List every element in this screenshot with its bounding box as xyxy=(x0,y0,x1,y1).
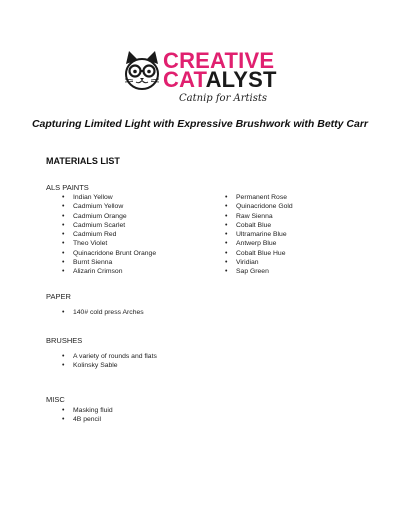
section-heading-paper: PAPER xyxy=(46,292,71,301)
list-item: • Alizarin Crimson xyxy=(62,267,156,276)
list-item: • 4B pencil xyxy=(62,415,113,424)
list-item: • Sap Green xyxy=(225,267,293,276)
list-item: • Masking fluid xyxy=(62,406,113,415)
list-item: • Viridian xyxy=(225,258,293,267)
list-item: • Kolinsky Sable xyxy=(62,361,157,370)
list-item: • Burnt Sienna xyxy=(62,258,156,267)
list-item: • Quinacridone Brunt Orange xyxy=(62,249,156,258)
paints-list-right xyxy=(225,193,293,276)
creative-catalyst-logo xyxy=(123,50,283,108)
logo-word-alyst: ALYST xyxy=(205,67,277,92)
brushes-list xyxy=(62,352,157,371)
paper-list xyxy=(62,308,144,317)
list-item: • Cobalt Blue xyxy=(225,221,293,230)
materials-list-heading: MATERIALS LIST xyxy=(46,156,120,166)
list-item: • 140# cold press Arches xyxy=(62,308,144,317)
section-heading-misc: MISC xyxy=(46,395,65,404)
list-item: • Antwerp Blue xyxy=(225,239,293,248)
cat-face-glasses-icon xyxy=(123,50,161,94)
list-item: • Indian Yellow xyxy=(62,193,156,202)
list-item: • Cadmium Yellow xyxy=(62,202,156,211)
logo-tagline: Catnip for Artists xyxy=(179,93,268,104)
list-item: • Cadmium Red xyxy=(62,230,156,239)
list-item: • Permanent Rose xyxy=(225,193,293,202)
misc-list xyxy=(62,406,113,425)
section-heading-paints: ALS PAINTS xyxy=(46,183,89,192)
list-item: • A variety of rounds and flats xyxy=(62,352,157,361)
logo-word-catalyst xyxy=(163,69,277,91)
document-title: Capturing Limited Light with Expressive Brushwork with Betty Carr xyxy=(31,118,369,130)
logo-word-creative: CREATIVE xyxy=(163,48,275,73)
list-item: • Raw Sienna xyxy=(225,212,293,221)
section-heading-brushes: BRUSHES xyxy=(46,336,83,345)
list-item: • Cobalt Blue Hue xyxy=(225,249,293,258)
list-item: • Ultramarine Blue xyxy=(225,230,293,239)
list-item: • Cadmium Orange xyxy=(62,212,156,221)
logo-word-cat: CAT xyxy=(163,67,206,92)
paints-list-left xyxy=(62,193,156,276)
list-item: • Cadmium Scarlet xyxy=(62,221,156,230)
list-item: • Quinacridone Gold xyxy=(225,202,293,211)
list-item: • Theo Violet xyxy=(62,239,156,248)
